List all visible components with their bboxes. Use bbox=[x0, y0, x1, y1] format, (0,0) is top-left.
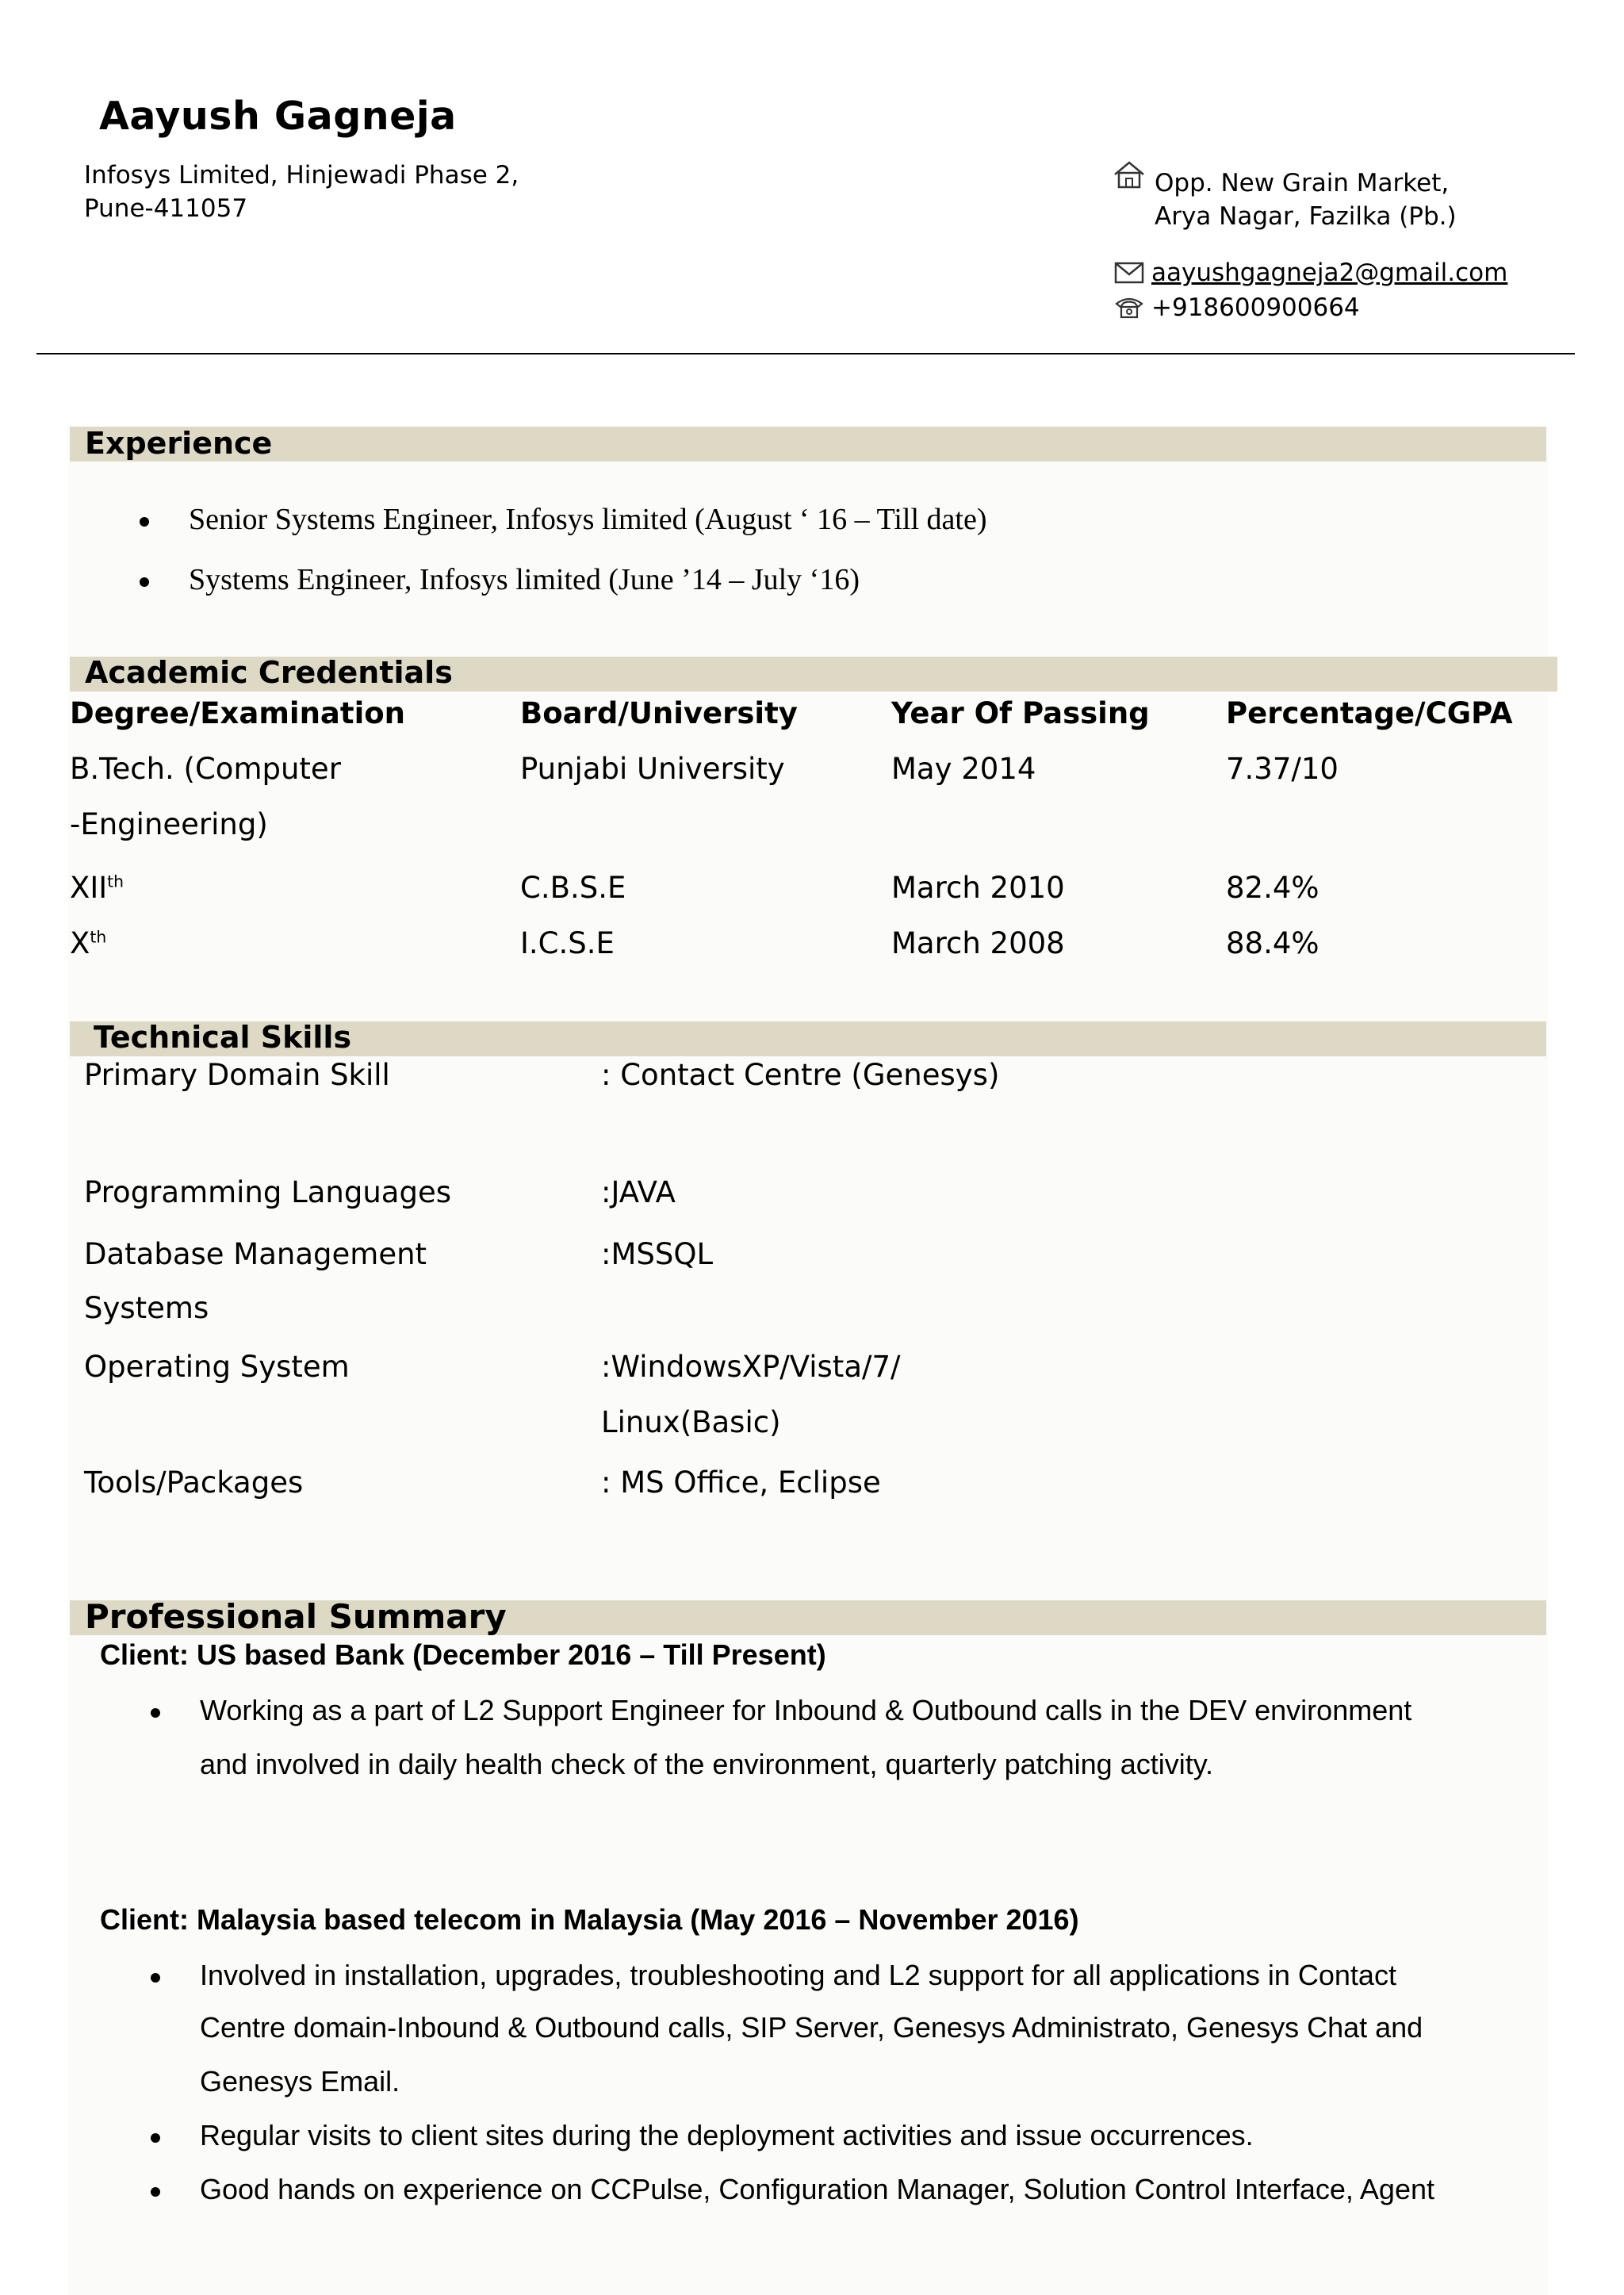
summary-line: Involved in installation, upgrades, troubleshooting and L2 support for all applications in Contact bbox=[200, 1959, 1396, 1991]
score-cell: 88.4% bbox=[1226, 926, 1320, 960]
col-header-degree: Degree/Examination bbox=[70, 696, 406, 730]
col-header-board: Board/University bbox=[520, 696, 798, 730]
experience-item: Senior Systems Engineer, Infosys limited (August ‘ 16 – Till date) bbox=[189, 503, 987, 536]
experience-heading: Experience bbox=[85, 426, 273, 461]
summary-line: and involved in daily health check of the environment, quarterly patching activity. bbox=[200, 1748, 1214, 1780]
summary-line: Working as a part of L2 Support Engineer for Inbound & Outbound calls in the DEV environment bbox=[200, 1694, 1412, 1726]
email-link[interactable]: aayushgagneja2@gmail.com bbox=[1151, 259, 1508, 287]
summary-heading: Professional Summary bbox=[85, 1597, 507, 1636]
degree-cell: XIIth bbox=[70, 871, 124, 905]
client-heading: Client: Malaysia based telecom in Malaysia (May 2016 – November 2016) bbox=[100, 1903, 1079, 1936]
client-heading: Client: US based Bank (December 2016 – Till Present) bbox=[100, 1638, 826, 1671]
bullet bbox=[140, 517, 149, 527]
board-cell: I.C.S.E bbox=[520, 926, 615, 960]
degree-cell: B.Tech. (Computer bbox=[70, 752, 341, 786]
skill-value: :WindowsXP/Vista/7/ bbox=[601, 1350, 901, 1384]
bullet bbox=[151, 1708, 160, 1718]
contact-block bbox=[1113, 255, 1507, 325]
experience-section-bar bbox=[70, 427, 1546, 462]
score-cell: 82.4% bbox=[1226, 871, 1320, 905]
board-cell: C.B.S.E bbox=[520, 871, 626, 905]
skill-label: Primary Domain Skill bbox=[84, 1058, 390, 1092]
degree-cell: -Engineering) bbox=[70, 807, 268, 841]
year-cell: March 2008 bbox=[891, 926, 1065, 960]
summary-line: Regular visits to client sites during the deployment activities and issue occurrences. bbox=[200, 2119, 1254, 2151]
skill-label: Operating System bbox=[84, 1350, 350, 1384]
office-address-line: Infosys Limited, Hinjewadi Phase 2, bbox=[84, 161, 519, 190]
office-address-line: Pune-411057 bbox=[84, 194, 248, 223]
skill-value: : Contact Centre (Genesys) bbox=[601, 1058, 1000, 1092]
academics-heading: Academic Credentials bbox=[85, 655, 453, 690]
envelope-icon bbox=[1113, 262, 1145, 284]
degree-cell: Xth bbox=[70, 926, 107, 960]
home-address bbox=[1155, 167, 1457, 233]
bullet bbox=[151, 2133, 160, 2143]
col-header-score: Percentage/CGPA bbox=[1226, 696, 1513, 730]
skills-heading: Technical Skills bbox=[94, 1020, 352, 1055]
col-header-year: Year Of Passing bbox=[891, 696, 1150, 730]
skill-value: :MSSQL bbox=[601, 1237, 714, 1271]
skill-label: Tools/Packages bbox=[84, 1466, 304, 1500]
home-address-line: Arya Nagar, Fazilka (Pb.) bbox=[1155, 202, 1457, 231]
bullet bbox=[151, 1973, 160, 1983]
skill-label: Systems bbox=[84, 1291, 209, 1325]
home-address-line: Opp. New Grain Market, bbox=[1155, 169, 1450, 197]
phone-row bbox=[1113, 290, 1507, 325]
candidate-name: Aayush Gagneja bbox=[99, 94, 457, 139]
email-row bbox=[1113, 255, 1507, 290]
score-cell: 7.37/10 bbox=[1226, 752, 1339, 786]
home-icon bbox=[1112, 159, 1147, 193]
skill-label: Programming Languages bbox=[84, 1175, 452, 1209]
office-address bbox=[84, 159, 519, 225]
skill-value: : MS Office, Eclipse bbox=[601, 1466, 881, 1500]
skill-value: Linux(Basic) bbox=[601, 1405, 781, 1439]
year-cell: May 2014 bbox=[891, 752, 1036, 786]
summary-line: Genesys Email. bbox=[200, 2065, 400, 2098]
board-cell: Punjabi University bbox=[520, 752, 785, 786]
phone-number: +918600900664 bbox=[1151, 293, 1360, 322]
bullet bbox=[151, 2187, 160, 2197]
summary-line: Good hands on experience on CCPulse, Configuration Manager, Solution Control Interface, Agent bbox=[200, 2173, 1434, 2205]
bullet bbox=[140, 577, 149, 587]
skill-value: :JAVA bbox=[601, 1175, 676, 1209]
telephone-icon bbox=[1113, 296, 1145, 320]
experience-item: Systems Engineer, Infosys limited (June ’14 – July ‘16) bbox=[189, 563, 860, 596]
skill-label: Database Management bbox=[84, 1237, 427, 1271]
header-divider bbox=[36, 353, 1575, 354]
year-cell: March 2010 bbox=[891, 871, 1065, 905]
summary-line: Centre domain-Inbound & Outbound calls, SIP Server, Genesys Administrato, Genesys Chat and bbox=[200, 2011, 1423, 2044]
